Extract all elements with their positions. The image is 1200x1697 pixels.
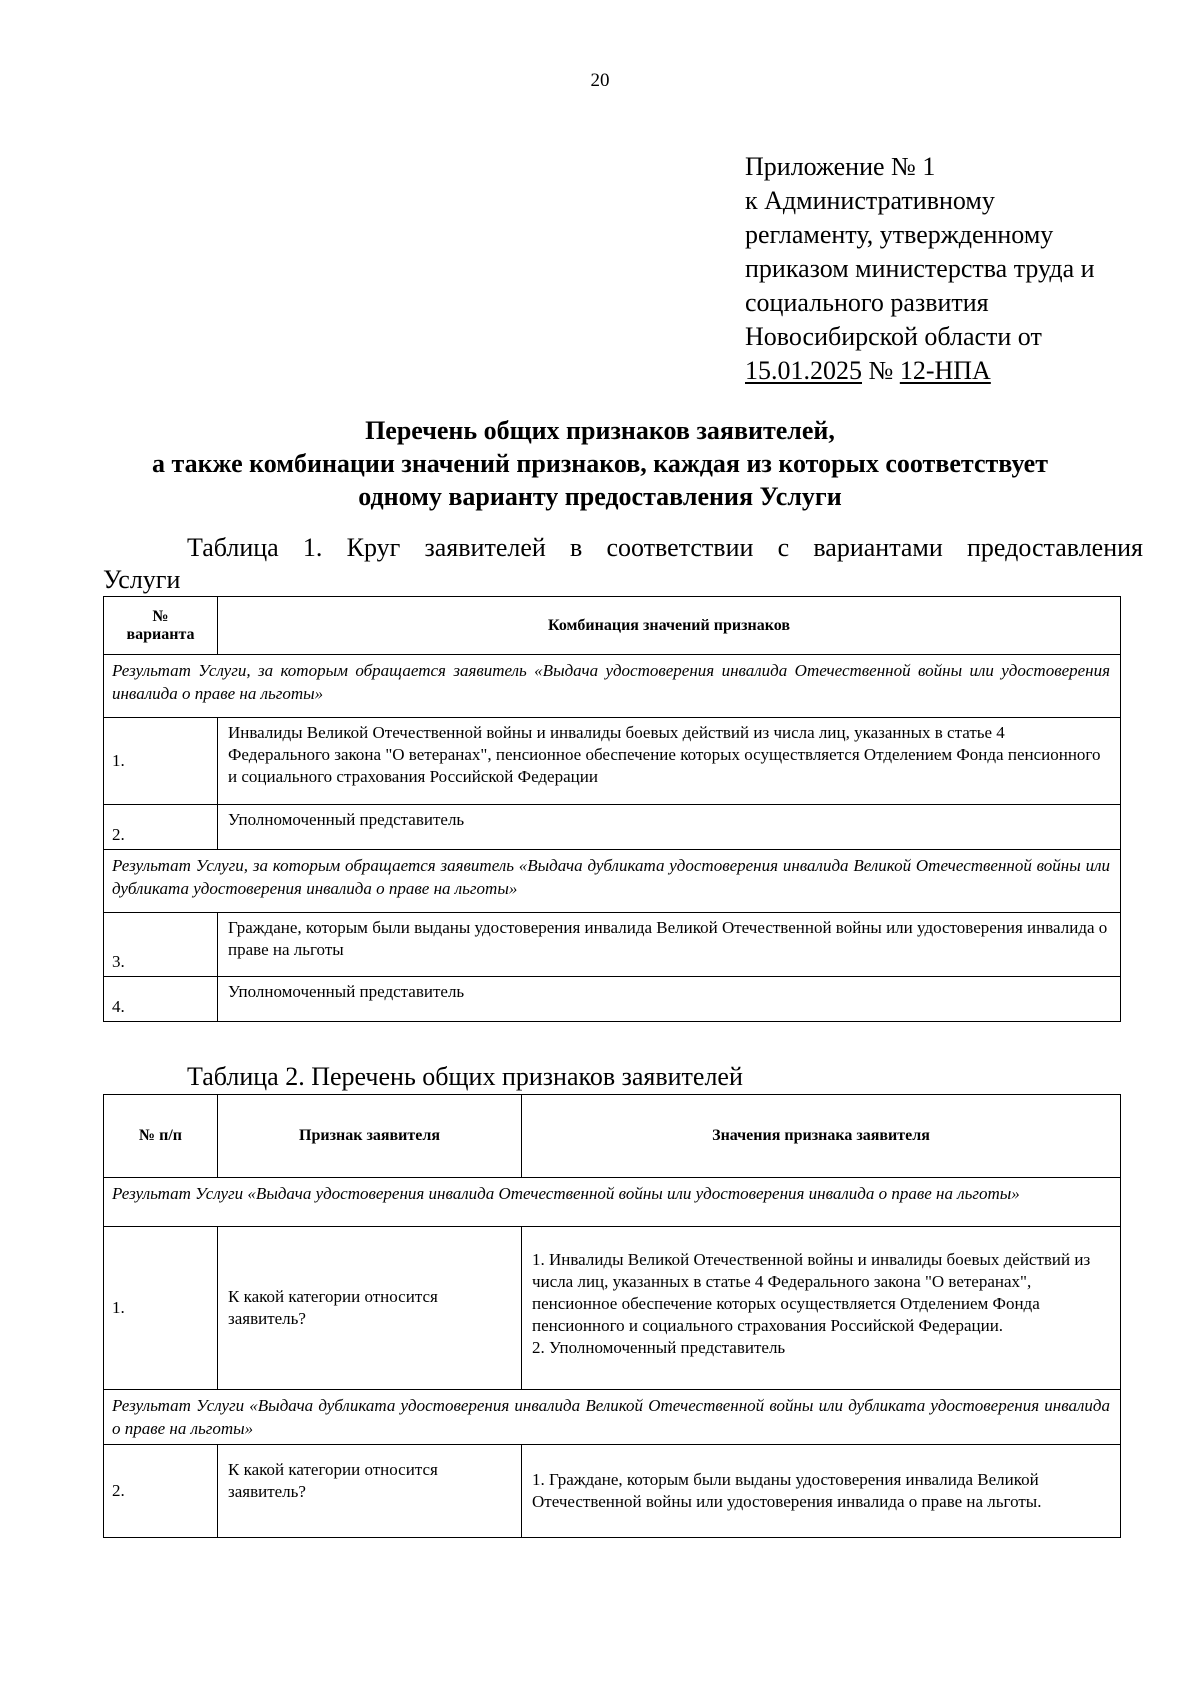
row-values [522, 1227, 1121, 1390]
row-text: Инвалиды Великой Отечественной войны и инвалиды боевых действий из числа лиц, указанных в статье 4 Федерального закона "О ветеранах", пенсионное обеспечение которых осуществляется Отделением Фонда пенсионного и социального страхования Российской Федерации [218, 718, 1121, 805]
result-row [104, 1390, 1121, 1445]
header-values: Значения признака заявителя [522, 1095, 1121, 1178]
appendix-line: Новосибирской области от [745, 322, 1042, 351]
table-2-caption: Таблица 2. Перечень общих признаков заявителей [187, 1062, 743, 1091]
table-row [104, 1445, 1121, 1538]
row-attribute: К какой категории относится заявитель? [218, 1227, 522, 1390]
row-values: 1. Граждане, которым были выданы удостоверения инвалида Великой Отечественной войны или удостоверения инвалида о праве на льготы. [522, 1445, 1121, 1538]
row-attribute: К какой категории относится заявитель? [218, 1445, 522, 1538]
page-number: 20 [590, 70, 610, 91]
table-header-row [104, 1095, 1121, 1178]
result-row [104, 1178, 1121, 1227]
header-variant-number [104, 597, 218, 655]
row-number: 4. [104, 977, 218, 1022]
table-header-row [104, 597, 1121, 655]
appendix-line: к Административному [745, 186, 995, 215]
appendix-line: социального развития [745, 288, 989, 317]
table-row [104, 913, 1121, 977]
title-line: Перечень общих признаков заявителей, [365, 416, 835, 445]
header-attribute: Признак заявителя [218, 1095, 522, 1178]
appendix-line: регламенту, утвержденному [745, 220, 1054, 249]
header-number: № п/п [104, 1095, 218, 1178]
result-row [104, 655, 1121, 718]
appendix-number: 12-НПА [899, 356, 991, 385]
appendix-line: Приложение № 1 [745, 152, 936, 181]
row-number: 1. [104, 1227, 218, 1390]
table-1-caption-line: Таблица 1. Круг заявителей в соответствии с вариантами предоставления [187, 533, 1143, 562]
row-number: 3. [104, 913, 218, 977]
appendix-date-line [745, 354, 1165, 388]
result-text: Результат Услуги «Выдача удостоверения инвалида Отечественной войны или удостоверения инвалида о праве на льготы» [104, 1178, 1121, 1227]
header-num-label: варианта [126, 625, 195, 643]
value-item: 1. Инвалиды Великой Отечественной войны и инвалиды боевых действий из числа лиц, указанных в статье 4 Федерального закона "О ветеранах", пенсионное обеспечение которых осуществляется Отделением Фонда пенсионного и социального страхования Российской Федерации. [532, 1250, 1091, 1335]
document-title [100, 414, 1100, 513]
row-text: Граждане, которым были выданы удостоверения инвалида Великой Отечественной войны или удостоверения инвалида о праве на льготы [218, 913, 1121, 977]
result-text: Результат Услуги, за которым обращается заявитель «Выдача удостоверения инвалида Отечественной войны или удостоверения инвалида о праве на льготы» [104, 655, 1121, 718]
table-row [104, 977, 1121, 1022]
header-num-sign: № [152, 607, 169, 625]
table-row [104, 718, 1121, 805]
result-row [104, 850, 1121, 913]
title-line: одному варианту предоставления Услуги [358, 482, 842, 511]
row-text: Уполномоченный представитель [218, 805, 1121, 850]
table-1-caption-line: Услуги [103, 565, 181, 594]
result-text: Результат Услуги, за которым обращается заявитель «Выдача дубликата удостоверения инвалида Великой Отечественной войны или дубликата удостоверения инвалида о праве на льготы» [104, 850, 1121, 913]
header-combination: Комбинация значений признаков [218, 597, 1121, 655]
row-number: 2. [104, 805, 218, 850]
appendix-line: приказом министерства труда и [745, 254, 1095, 283]
row-number: 2. [104, 1445, 218, 1538]
table-row [104, 1227, 1121, 1390]
value-item: 2. Уполномоченный представитель [532, 1338, 786, 1357]
table-2 [103, 1094, 1121, 1538]
appendix-date: 15.01.2025 [745, 356, 862, 385]
appendix-number-sign: № [868, 356, 894, 385]
table-row [104, 805, 1121, 850]
title-line: а также комбинации значений признаков, каждая из которых соответствует [152, 449, 1048, 478]
table-1-caption [103, 532, 1143, 596]
row-number: 1. [104, 718, 218, 805]
result-text: Результат Услуги «Выдача дубликата удостоверения инвалида Великой Отечественной войны или дубликата удостоверения инвалида о праве на льготы» [104, 1390, 1121, 1445]
row-text: Уполномоченный представитель [218, 977, 1121, 1022]
appendix-block [745, 150, 1165, 388]
table-1 [103, 596, 1121, 1022]
